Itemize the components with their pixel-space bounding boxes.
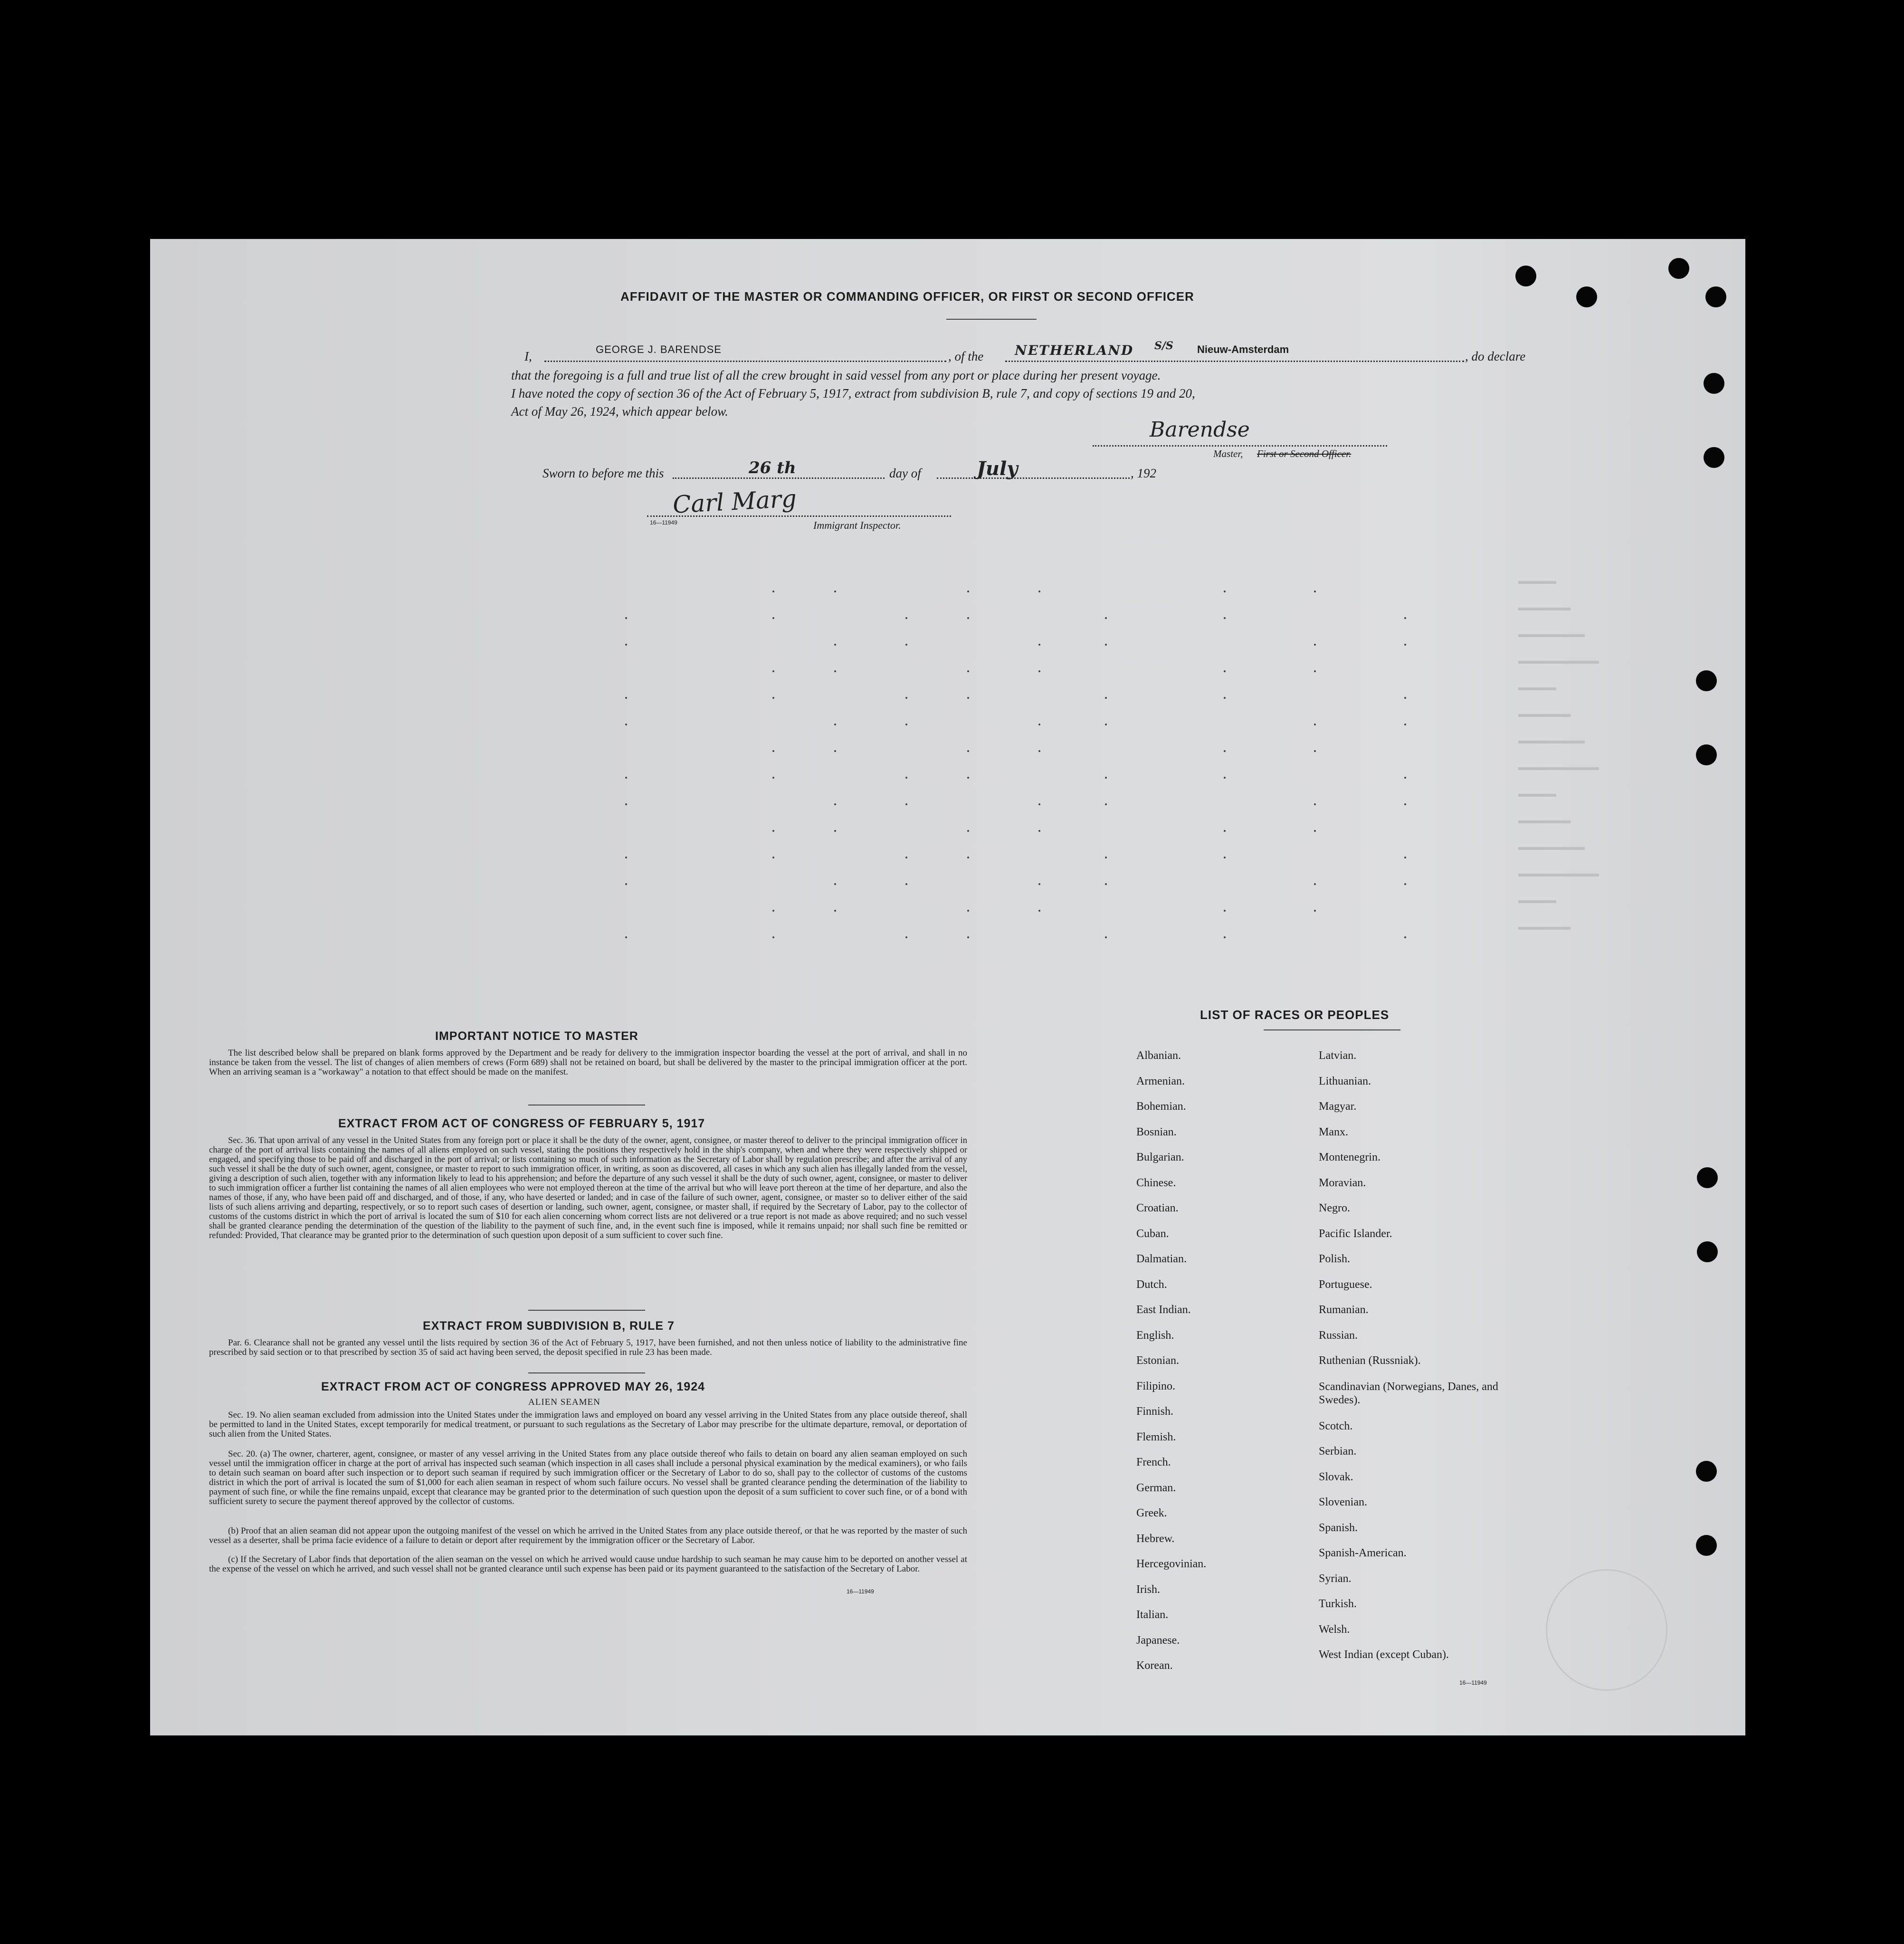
day-of-label: day of: [889, 466, 921, 480]
ghost-mark: [967, 617, 969, 619]
ghost-mark: [772, 936, 774, 938]
ghost-mark: [625, 697, 627, 699]
notice-text: The list described below shall be prepared on blank forms approved by the Department and be ready for delivery to the immigration inspector boarding the vessel at the port of arrival, and shall in no instance be taken from the vessel. The list of changes of alien members of crews (Form 689) shall not be retained on board, but shall be delivered by the master to the principal immigration officer at the port. When an arriving seaman is a "workaway" a notation to that effect should be made on the manifest.: [209, 1048, 967, 1077]
ghost-mark: [1224, 670, 1226, 672]
ghost-mark: [1105, 883, 1107, 885]
race-item: Dalmatian.: [1136, 1253, 1187, 1265]
do-declare-label: , do declare: [1465, 349, 1526, 363]
ghost-mark: [772, 857, 774, 858]
ghost-mark: [772, 697, 774, 699]
ghost-mark: [1105, 803, 1107, 805]
ghost-mark: [1038, 830, 1040, 832]
race-item: Rumanian.: [1319, 1304, 1369, 1316]
divider: [528, 1372, 645, 1373]
ghost-mark: [1404, 617, 1406, 619]
form-number: 16—11949: [650, 519, 677, 526]
ghost-mark: [1224, 591, 1226, 592]
race-item: Korean.: [1136, 1659, 1173, 1672]
form-number: 16—11949: [847, 1588, 874, 1595]
punch-hole: [1704, 373, 1724, 394]
ghost-mark: [1224, 857, 1226, 858]
ghost-mark: [625, 644, 627, 646]
race-item: Portuguese.: [1319, 1278, 1372, 1291]
ghost-mark: [967, 936, 969, 938]
ghost-mark: [772, 670, 774, 672]
declaration-text: [511, 366, 1195, 420]
ghost-mark: [772, 777, 774, 779]
race-item: Chinese.: [1136, 1176, 1176, 1189]
ghost-mark: [1518, 767, 1599, 770]
affidavit-title: AFFIDAVIT OF THE MASTER OR COMMANDING OFFICER, OR FIRST OR SECOND OFFICER: [620, 289, 1194, 304]
race-item: German.: [1136, 1481, 1176, 1494]
ghost-mark: [625, 617, 627, 619]
race-item: Lithuanian.: [1319, 1075, 1371, 1087]
ghost-mark: [1518, 687, 1556, 690]
ghost-mark: [625, 857, 627, 858]
ghost-mark: [1224, 617, 1226, 619]
officer-name: GEORGE J. BARENDSE: [596, 343, 722, 355]
ghost-mark: [772, 750, 774, 752]
ghost-mark: [905, 644, 907, 646]
ghost-mark: [625, 777, 627, 779]
punch-hole: [1696, 1461, 1717, 1482]
race-item: Bosnian.: [1136, 1125, 1177, 1138]
race-item: Italian.: [1136, 1609, 1169, 1621]
races-title: LIST OF RACES OR PEOPLES: [1200, 1008, 1390, 1022]
ghost-mark: [1105, 644, 1107, 646]
race-item: Armenian.: [1136, 1075, 1185, 1087]
punch-hole: [1696, 1535, 1717, 1556]
ghost-mark: [1105, 617, 1107, 619]
race-item: Estonian.: [1136, 1354, 1179, 1367]
race-item: Finnish.: [1136, 1405, 1174, 1418]
race-item: Serbian.: [1319, 1445, 1357, 1458]
ghost-mark: [1518, 714, 1571, 717]
ghost-mark: [1038, 910, 1040, 912]
section-20c-text: (c) If the Secretary of Labor finds that deportation of the alien seaman on the vessel on which he arrived would cause undue hardship to such seaman he may cause him to be deported on another vessel at the expense of the vessel on which he arrived, and such vessel shall not be granted clearance until such expense has been paid or its payment guaranteed to the satisfaction of the Secretary of Labor.: [209, 1554, 967, 1574]
i-label: I,: [524, 349, 532, 363]
punch-hole: [1697, 1167, 1718, 1188]
race-item: Ruthenian (Russniak).: [1319, 1354, 1421, 1367]
race-item: Spanish-American.: [1319, 1547, 1407, 1559]
name-line: [544, 361, 946, 362]
ghost-mark: [1404, 777, 1406, 779]
race-item: Slovak.: [1319, 1470, 1353, 1483]
alien-seamen-subtitle: ALIEN SEAMEN: [528, 1397, 600, 1407]
divider: [1264, 1029, 1400, 1030]
ghost-mark: [1518, 847, 1585, 850]
faint-seal-stamp: [1546, 1569, 1667, 1691]
ghost-mark: [834, 750, 836, 752]
extract-1917-text: Sec. 36. That upon arrival of any vessel in the United States from any foreign port or place it shall be the duty of the owner, agent, consignee, or master thereof to deliver to the principal immigration officer in charge of the port of arrival lists containing the names of all aliens employed on such vessel, stating the positions they respectively hold in the ship's company, when and where they were respectively shipped or engaged, and specifying those to be paid off and discharged in the port of arrival; or lists containing so much of such information as the Secretary of Labor shall by regulation prescribe; and after the arrival of any such vessel it shall be the duty of such owner, agent, consignee, or master to report to such immigration officer, in writing, as soon as discovered, all cases in which any such alien has illegally landed from the vessel, giving a description of such alien, together with any information likely to lead to his apprehension; and before the departure of any such vessel it shall be the duty of such owner, agent, consignee, or master to deliver to such immigration officer a further list containing the names of all alien employees who were not employed thereon at the time of the arrival but who will leave port thereon at the time of her departure, and also the names of those, if any, who have been paid off and discharged, and of those, if any, who have deserted or landed; and in case of the failure of such owner, agent, consignee, or master so to deliver either of the said lists of such aliens arriving and departing, respectively, or so to report such cases of desertion or landing, such owner, agent, consignee, or master shall, if required by the Secretary of Labor, pay to the collector of customs of the customs district in which the port of arrival is located the sum of $10 for each alien concerning whom correct lists are not delivered or a true report is not made as above required; and no such vessel shall be granted clearance pending the determination of the question of the liability to the payment of such fine, and, in the event such fine is imposed, while it remains unpaid; nor shall such fine be remitted or refunded: Provided, That clearance may be granted prior to the determination of such question upon deposit of a sum sufficient to cover such fine.: [209, 1136, 967, 1240]
ghost-mark: [1404, 697, 1406, 699]
ghost-mark: [1224, 936, 1226, 938]
ghost-mark: [1518, 581, 1556, 584]
ghost-mark: [1314, 910, 1316, 912]
extract-rule7-text: Par. 6. Clearance shall not be granted any vessel until the lists required by section 36 of the Act of February 5, 1917, have been furnished, and not then unless notice of liability to the administrative fine prescribed by said section or to that prescribed by section 35 of said act having been served, the deposit specified in rule 23 has been made.: [209, 1338, 967, 1357]
ghost-mark: [967, 910, 969, 912]
year-label: , 192: [1131, 466, 1156, 480]
ghost-mark: [1518, 900, 1556, 903]
section-20b-text: (b) Proof that an alien seaman did not appear upon the outgoing manifest of the vessel on which he arrived in the United States from any place outside thereof, or that he was reported by the master of such vessel as a deserter, shall be prima facie evidence of a failure to detain or deport after requirement by the immigration officer or the Secretary of Labor.: [209, 1526, 967, 1545]
extract-rule7-title: EXTRACT FROM SUBDIVISION B, RULE 7: [423, 1319, 675, 1333]
ghost-mark: [967, 697, 969, 699]
ghost-mark: [967, 750, 969, 752]
ghost-mark: [625, 803, 627, 805]
ghost-mark: [1224, 830, 1226, 832]
race-item: Bulgarian.: [1136, 1151, 1184, 1163]
race-item: Scandinavian (Norwegians, Danes, and Swedes).: [1319, 1380, 1498, 1406]
ghost-mark: [1038, 591, 1040, 592]
ghost-mark: [1038, 670, 1040, 672]
ghost-mark: [772, 910, 774, 912]
ghost-mark: [834, 591, 836, 592]
declaration-line-1: that the foregoing is a full and true list of all the crew brought in said vessel from any port or place during her present voyage.: [511, 368, 1161, 382]
race-item: Turkish.: [1319, 1598, 1357, 1610]
ghost-mark: [1518, 927, 1571, 930]
ghost-mark: [1518, 741, 1585, 743]
signature-line: [1093, 445, 1387, 447]
race-item: Magyar.: [1319, 1100, 1357, 1113]
ghost-mark: [967, 857, 969, 858]
ghost-mark: [1038, 724, 1040, 725]
race-item: Albanian.: [1136, 1049, 1181, 1062]
punch-hole: [1515, 266, 1536, 286]
ghost-mark: [1038, 803, 1040, 805]
ghost-mark: [1404, 644, 1406, 646]
sworn-label: Sworn to before me this: [543, 466, 664, 480]
ghost-mark: [905, 803, 907, 805]
ghost-mark: [1314, 830, 1316, 832]
inspector-signature: Carl Marg: [672, 485, 798, 519]
ghost-mark: [1224, 750, 1226, 752]
race-item: West Indian (except Cuban).: [1319, 1649, 1449, 1661]
master-signature: Barendse: [1150, 418, 1250, 442]
race-item: Flemish.: [1136, 1430, 1176, 1443]
ghost-mark: [834, 724, 836, 725]
race-item: Welsh.: [1319, 1623, 1350, 1636]
ghost-mark: [1314, 803, 1316, 805]
vessel-line: [1005, 361, 1464, 362]
ghost-mark: [1518, 794, 1556, 797]
notice-title: IMPORTANT NOTICE TO MASTER: [435, 1029, 638, 1043]
vessel-name: Nieuw-Amsterdam: [1197, 343, 1289, 355]
ghost-mark: [1224, 910, 1226, 912]
sworn-month: July: [977, 457, 1018, 480]
race-item: Moravian.: [1319, 1176, 1366, 1189]
race-item: Irish.: [1136, 1583, 1160, 1596]
ghost-mark: [1105, 936, 1107, 938]
race-item: Slovenian.: [1319, 1496, 1367, 1508]
form-number: 16—11949: [1459, 1679, 1487, 1686]
ghost-mark: [1404, 857, 1406, 858]
ghost-mark: [1404, 883, 1406, 885]
section-20a-text: Sec. 20. (a) The owner, charterer, agent, consignee, or master of any vessel arriving in the United States from any place outside thereof who fails to detain on board any alien seaman employed on such vessel until the immigration officer in charge at the port of arrival has inspected such seaman (which inspection in all cases shall include a personal physical examination by the medical examiners), or who fails to detain such seaman on board after such inspection or to deport such seaman if required by such immigration officer or the Secretary of Labor to do so, shall pay to the collector of customs of the customs district in which the port of arrival is located the sum of $1,000 for each alien seaman in respect of whom such failure occurs. No vessel shall be granted clearance pending the determination of the liability to payment of such fine, or while the fine remains unpaid, except that clearance may be granted prior to the determination of such question upon the deposit of a sum sufficient to cover such fine, or of a bond with sufficient surety to secure the payment thereof approved by the collector of customs.: [209, 1449, 967, 1506]
race-item: Cuban.: [1136, 1227, 1169, 1240]
section-19-text: Sec. 19. No alien seaman excluded from admission into the United States under the immigration laws and employed on board any vessel arriving in the United States from any place outside thereof, shall be permitted to land in the United States, except temporarily for medical treatment, or pursuant to such regulations as the Secretary of Labor may prescribe for the ultimate departure, removal, or deportation of such alien from the United States.: [209, 1410, 967, 1439]
inspector-label: Immigrant Inspector.: [813, 519, 901, 531]
ghost-mark: [905, 936, 907, 938]
ghost-mark: [625, 883, 627, 885]
ghost-mark: [1105, 697, 1107, 699]
ghost-mark: [1105, 857, 1107, 858]
ghost-mark: [1038, 644, 1040, 646]
ghost-mark: [772, 591, 774, 592]
ghost-mark: [905, 777, 907, 779]
divider: [946, 319, 1037, 320]
race-item: Negro.: [1319, 1202, 1350, 1214]
ghost-mark: [905, 697, 907, 699]
divider: [528, 1310, 645, 1311]
race-item: French.: [1136, 1456, 1171, 1468]
of-the-label: , of the: [948, 349, 984, 363]
race-item: Spanish.: [1319, 1521, 1358, 1534]
ghost-mark: [1224, 697, 1226, 699]
ghost-mark: [1314, 883, 1316, 885]
ghost-mark: [1518, 661, 1599, 664]
ghost-mark: [1105, 777, 1107, 779]
punch-hole: [1696, 744, 1717, 765]
ghost-mark: [1518, 634, 1585, 637]
ghost-mark: [905, 724, 907, 725]
ghost-mark: [1314, 670, 1316, 672]
ghost-mark: [834, 830, 836, 832]
race-item: Dutch.: [1136, 1278, 1167, 1291]
ghost-mark: [905, 883, 907, 885]
ghost-mark: [1314, 724, 1316, 725]
ghost-mark: [1314, 644, 1316, 646]
master-label: Master,: [1213, 448, 1243, 459]
punch-hole: [1705, 286, 1726, 307]
race-item: Hercegovinian.: [1136, 1558, 1207, 1570]
ghost-mark: [834, 910, 836, 912]
ghost-mark: [967, 830, 969, 832]
race-item: Latvian.: [1319, 1049, 1357, 1062]
extract-1917-title: EXTRACT FROM ACT OF CONGRESS OF FEBRUARY 5, 1917: [338, 1117, 705, 1130]
ghost-mark: [967, 591, 969, 592]
struck-officer-label: First or Second Officer.: [1257, 448, 1352, 459]
ghost-mark: [772, 830, 774, 832]
ghost-mark: [772, 617, 774, 619]
ghost-mark: [1518, 608, 1571, 610]
ghost-mark: [834, 883, 836, 885]
race-item: Scotch.: [1319, 1420, 1353, 1432]
race-item: Russian.: [1319, 1329, 1358, 1342]
manifest-page: [150, 239, 1745, 1735]
vessel-prefix: S/S: [1154, 340, 1173, 352]
ghost-mark: [1518, 820, 1571, 823]
month-line: [937, 477, 1130, 479]
ghost-mark: [1224, 777, 1226, 779]
race-item: Hebrew.: [1136, 1532, 1175, 1545]
punch-hole: [1704, 447, 1724, 468]
ghost-mark: [1038, 750, 1040, 752]
punch-hole: [1668, 258, 1689, 279]
ghost-mark: [967, 777, 969, 779]
ghost-mark: [625, 724, 627, 725]
ghost-mark: [834, 644, 836, 646]
punch-hole: [1697, 1241, 1718, 1262]
punch-hole: [1576, 286, 1597, 307]
punch-hole: [1696, 670, 1717, 691]
ghost-mark: [1518, 874, 1599, 877]
ghost-mark: [1314, 591, 1316, 592]
race-item: Manx.: [1319, 1125, 1348, 1138]
race-item: English.: [1136, 1329, 1174, 1342]
day-line: [673, 477, 885, 479]
ghost-mark: [834, 803, 836, 805]
ghost-mark: [905, 617, 907, 619]
ghost-mark: [834, 670, 836, 672]
ghost-mark: [967, 670, 969, 672]
nationality: NETHERLAND: [1015, 343, 1134, 358]
race-item: East Indian.: [1136, 1304, 1191, 1316]
race-item: Pacific Islander.: [1319, 1227, 1392, 1240]
race-item: Greek.: [1136, 1507, 1167, 1519]
declaration-line-3: Act of May 26, 1924, which appear below.: [511, 404, 728, 419]
race-item: Japanese.: [1136, 1634, 1180, 1647]
extract-1924-title: EXTRACT FROM ACT OF CONGRESS APPROVED MAY 26, 1924: [321, 1380, 705, 1393]
ghost-mark: [625, 936, 627, 938]
inspector-line: [647, 515, 951, 517]
race-item: Syrian.: [1319, 1572, 1352, 1585]
race-item: Filipino.: [1136, 1380, 1176, 1392]
race-item: Polish.: [1319, 1253, 1351, 1265]
race-item: Croatian.: [1136, 1202, 1179, 1214]
ghost-mark: [905, 857, 907, 858]
ghost-mark: [1404, 724, 1406, 725]
ghost-mark: [1404, 803, 1406, 805]
ghost-mark: [1404, 936, 1406, 938]
race-item: Montenegrin.: [1319, 1151, 1380, 1163]
declaration-line-2: I have noted the copy of section 36 of the Act of February 5, 1917, extract from subdivision B, rule 7, and copy of sections 19 and 20,: [511, 386, 1195, 400]
sworn-day: 26 th: [749, 458, 796, 477]
race-item: Bohemian.: [1136, 1100, 1186, 1113]
ghost-mark: [1105, 724, 1107, 725]
ghost-mark: [1038, 883, 1040, 885]
ghost-mark: [1314, 750, 1316, 752]
